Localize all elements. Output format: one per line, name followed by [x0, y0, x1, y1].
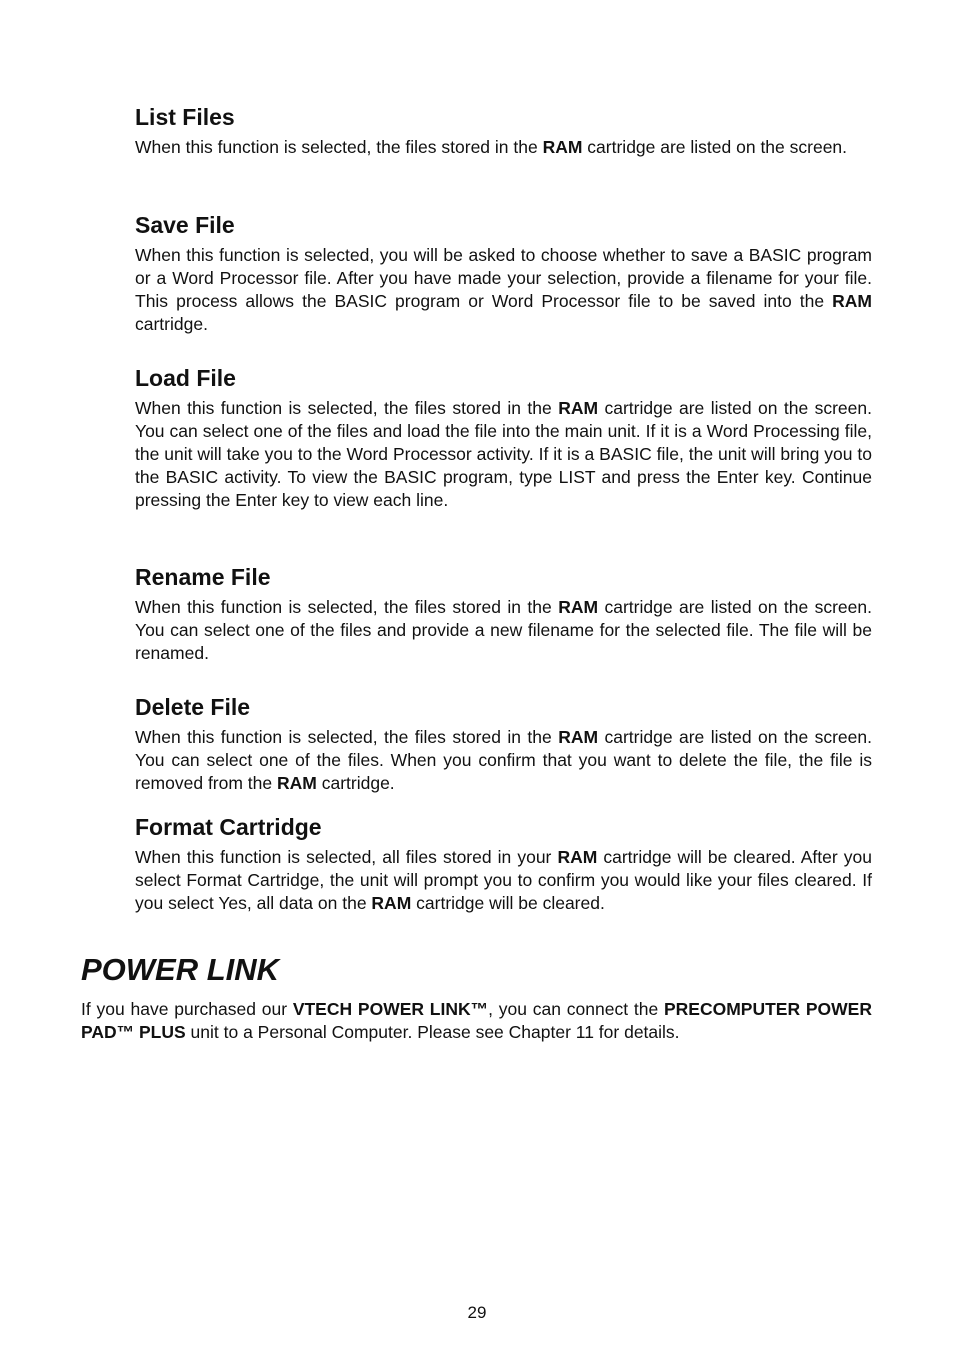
section-body: When this function is selected, the files stored in the RAM cartridge are listed on the screen. You can select one of the files and load the file into the main unit. If it is a Word Processing file, the unit will take you to the Word Processor activity. If it is a BASIC file, the unit will bring you to the BASIC activity. To view the BASIC program, type LIST and press the Enter key. Continue pressing the Enter key to view each line. [135, 398, 872, 510]
section-body: When this function is selected, all files stored in your RAM cartridge will be cleared. After you select Format Cartridge, the unit will prompt you to confirm you would like your files cleared. If you select Yes, all data on the RAM cartridge will be cleared. [135, 847, 872, 913]
section-body: When this function is selected, the files stored in the RAM cartridge are listed on the screen. You can select one of the files. When you confirm that you want to delete the file, the file is removed from the RAM cartridge. [135, 727, 872, 793]
section-heading: Save File [135, 212, 235, 238]
section-heading: List Files [135, 104, 235, 130]
bold-term: RAM [557, 847, 598, 867]
power-link-body: If you have purchased our VTECH POWER LINK™, you can connect the PRECOMPUTER POWER PAD™ PLUS unit to a Personal Computer. Please see Chapter 11 for details. [81, 999, 872, 1042]
power-link-heading: POWER LINK [81, 952, 280, 987]
bold-term: RAM [558, 727, 599, 747]
section-list-files [135, 103, 872, 159]
section-body: When this function is selected, you will be asked to choose whether to save a BASIC program or a Word Processor file. After you have made your selection, provide a filename for your file. This process allows the BASIC program or Word Processor file to be saved into the RAM cartridge. [135, 245, 872, 334]
section-heading: Rename File [135, 564, 271, 590]
bold-term: RAM [542, 137, 583, 157]
section-delete-file [135, 693, 872, 795]
section-heading: Format Cartridge [135, 814, 322, 840]
page-number: 29 [467, 1303, 487, 1322]
power-link-section [81, 952, 872, 1044]
section-heading: Load File [135, 365, 236, 391]
section-heading: Delete File [135, 694, 251, 720]
section-rename-file [135, 563, 872, 665]
bold-term: RAM [277, 773, 317, 793]
bold-term: RAM [558, 398, 599, 418]
section-save-file [135, 211, 872, 336]
bold-term: PRECOMPUTER POWER PAD™ PLUS [81, 999, 872, 1042]
section-format-cartridge [135, 813, 872, 915]
section-load-file [135, 364, 872, 512]
bold-term: RAM [558, 597, 599, 617]
section-body: When this function is selected, the files stored in the RAM cartridge are listed on the screen. You can select one of the files and provide a new filename for the selected file. The file will be renamed. [135, 597, 872, 663]
bold-term: RAM [371, 893, 412, 913]
section-body: When this function is selected, the files stored in the RAM cartridge are listed on the screen. [135, 137, 848, 157]
bold-term: RAM [832, 291, 872, 311]
bold-term: VTECH POWER LINK™ [292, 999, 489, 1019]
